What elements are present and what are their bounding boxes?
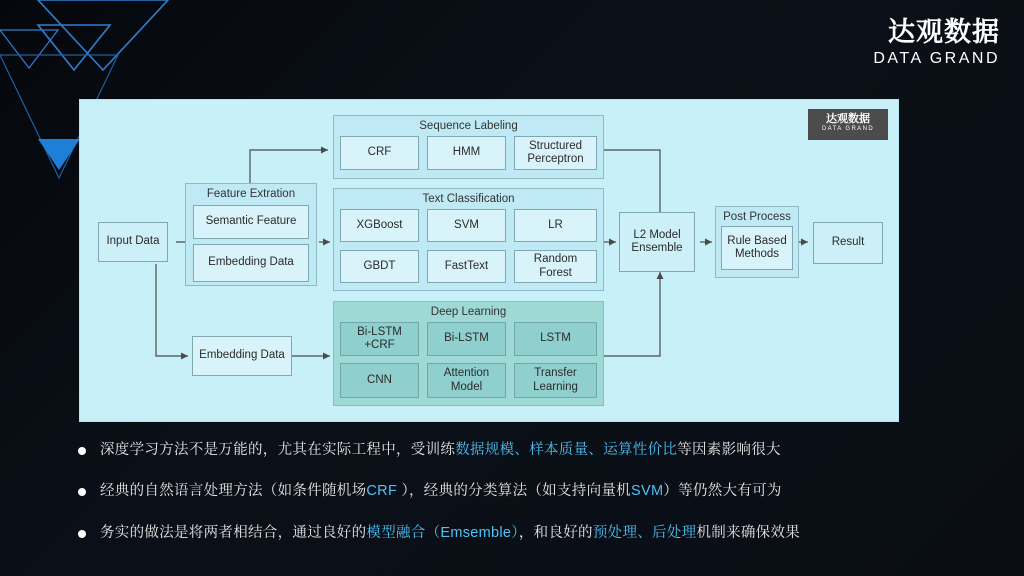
bullet-item (0, 440, 1024, 460)
brand-name-cn: 达观数据 (888, 17, 1000, 47)
node-lr: LR (514, 209, 597, 242)
group-title-deep-learning: Deep Learning (430, 306, 507, 318)
bullet-dot-icon (78, 488, 86, 496)
node-rule-based-methods: Rule Based Methods (721, 226, 793, 270)
bullet-text-1: 深度学习方法不是万能的，尤其在实际工程中，受训练数据规模、样本质量、运算性价比等因素影响很大 (100, 442, 781, 458)
node-bilstm-crf: Bi-LSTM +CRF (340, 322, 419, 356)
node-crf: CRF (340, 136, 419, 170)
node-xgboost: XGBoost (340, 209, 419, 242)
node-random-forest: Random Forest (514, 250, 597, 283)
panel-logo-cn: 达观数据 (826, 113, 870, 125)
brand-logo (873, 18, 1000, 67)
architecture-diagram (79, 99, 899, 422)
group-title-text-classification: Text Classification (422, 193, 515, 205)
node-hmm: HMM (427, 136, 506, 170)
bullet-dot-icon (78, 447, 86, 455)
bullet-list (0, 440, 1024, 564)
node-semantic-feature: Semantic Feature (193, 205, 309, 239)
node-cnn: CNN (340, 363, 419, 398)
node-bilstm: Bi-LSTM (427, 322, 506, 356)
group-title-feature-extration: Feature Extration (206, 188, 296, 200)
bullet-text-2: 经典的自然语言处理方法（如条件随机场CRF ），经典的分类算法（如支持向量机SVM）等仍然大有可为 (100, 483, 782, 500)
node-input-data: Input Data (98, 222, 168, 262)
node-embedding-data-bottom: Embedding Data (192, 336, 292, 376)
node-attention-model: Attention Model (427, 363, 506, 398)
node-result: Result (813, 222, 883, 264)
group-title-sequence-labeling: Sequence Labeling (419, 120, 518, 132)
bullet-text-3: 务实的做法是将两者相结合，通过良好的模型融合（Emsemble），和良好的预处理、后处理机制来确保效果 (100, 524, 801, 541)
bullet-item (0, 481, 1024, 501)
bullet-dot-icon (78, 530, 86, 538)
node-transfer-learning: Transfer Learning (514, 363, 597, 398)
panel-logo-en: DATA GRAND (821, 126, 875, 132)
node-embedding-data-top: Embedding Data (193, 244, 309, 282)
brand-name-en: DATA GRAND (873, 49, 1000, 67)
group-title-post-process: Post Process (723, 211, 791, 223)
node-lstm: LSTM (514, 322, 597, 356)
bullet-item (0, 523, 1024, 543)
node-l2-model-ensemble: L2 Model Ensemble (619, 212, 695, 272)
node-svm: SVM (427, 209, 506, 242)
node-fasttext: FastText (427, 250, 506, 283)
node-gbdt: GBDT (340, 250, 419, 283)
node-structured-perceptron: Structured Perceptron (514, 136, 597, 170)
